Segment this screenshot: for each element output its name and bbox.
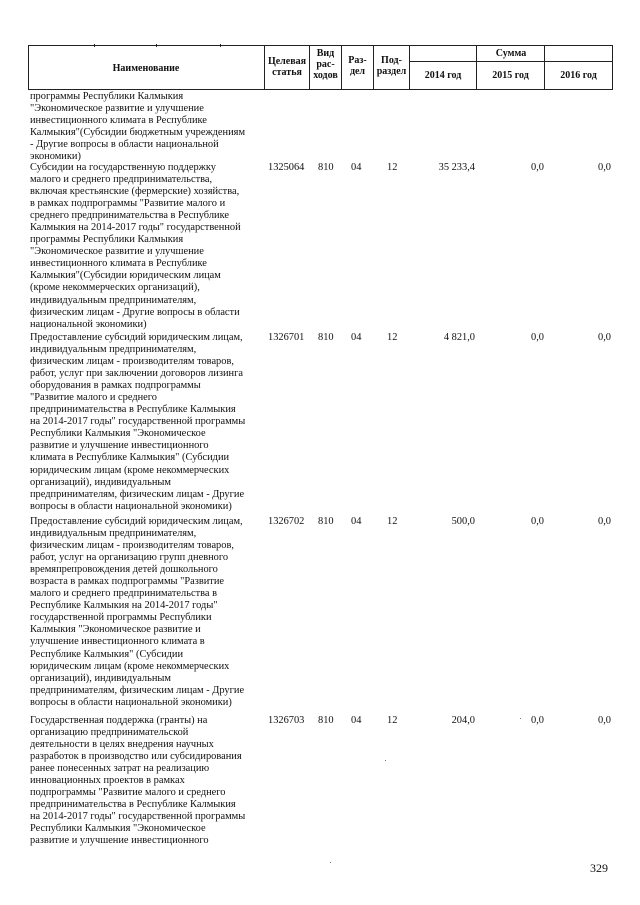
row-2014: 500,0	[451, 516, 475, 527]
header-2014: 2014 год	[424, 70, 462, 81]
row-podrazdel: 12	[387, 715, 398, 726]
row-podrazdel: 12	[387, 516, 398, 527]
row-2016: 0,0	[598, 715, 611, 726]
header-tick	[94, 44, 95, 47]
row-code: 1326703	[268, 715, 305, 726]
row-code: 1325064	[268, 162, 305, 173]
header-name: Наименование	[112, 63, 180, 74]
row-2014: 4 821,0	[443, 332, 475, 343]
row-2015: 0,0	[531, 516, 544, 527]
row-2014: 204,0	[451, 715, 475, 726]
header-code: Целевая статья	[267, 56, 307, 78]
row-razdel: 04	[351, 516, 362, 527]
row-2015: 0,0	[531, 332, 544, 343]
header-razdel: Раз-дел	[348, 55, 367, 77]
header-tick	[156, 44, 157, 47]
row-2015: 0,0	[531, 162, 544, 173]
row-vid: 810	[318, 516, 334, 527]
row-podrazdel: 12	[387, 332, 398, 343]
scan-speck	[385, 760, 386, 761]
row-razdel: 04	[351, 332, 362, 343]
row-vid: 810	[318, 715, 334, 726]
header-divider	[612, 46, 613, 89]
row-2016: 0,0	[598, 332, 611, 343]
header-2016: 2016 год	[560, 70, 597, 81]
row-name: Субсидии на государственную поддержку малого и среднего предпринимательства, включая крестьянские (фермерские) хозяйства, в рамках подпрограммы "Развитие малого и среднего предпринимательства в Республике Калмыкия на 2014-2017 годы" государственной программы Республики Калмыкия "Экономическое развитие и улучшение инвестиционного климата в Республике Калмыкия"(Субсидии юридическим лицам (кроме некоммерческих организаций), индивидуальным предпринимателям, физическим лицам - Другие вопросы в области национальной экономики)	[30, 162, 241, 330]
scan-speck	[330, 862, 331, 863]
row-name: программы Республики Калмыкия "Экономическое развитие и улучшение инвестиционного климата в Республике Калмыкия"(Субсидии бюджетным учреждениям - Другие вопросы в области национальной экономики)	[30, 91, 246, 163]
scan-speck	[520, 718, 521, 719]
header-2015: 2015 год	[492, 70, 529, 81]
row-vid: 810	[318, 162, 334, 173]
row-2016: 0,0	[598, 516, 611, 527]
row-code: 1326702	[268, 516, 305, 527]
row-2015: 0,0	[531, 715, 544, 726]
row-razdel: 04	[351, 162, 362, 173]
row-vid: 810	[318, 332, 334, 343]
row-name: Государственная поддержка (гранты) на организацию предпринимательской деятельности в целях внедрения научных разработок в производство или субсидирования ранее понесенных затрат на реализацию инновационных проектов в рамках подпрограммы "Развитие малого и среднего предпринимательства в Республике Калмыкия на 2014-2017 годы" государственной программы Республики Калмыкия "Экономическое развитие и улучшение инвестиционного	[30, 715, 246, 847]
row-podrazdel: 12	[387, 162, 398, 173]
row-code: 1326701	[268, 332, 305, 343]
row-razdel: 04	[351, 715, 362, 726]
table-header	[28, 45, 613, 90]
row-2016: 0,0	[598, 162, 611, 173]
row-name: Предоставление субсидий юридическим лицам, индивидуальным предпринимателям, физическим лицам - производителям товаров, работ, услуг при заключении договоров лизинга оборудования в рамках подпрограммы "Развитие малого и среднего предпринимательства в Республике Калмыкия на 2014-2017 годы" государственной программы Республики Калмыкия "Экономическое развитие и улучшение инвестиционного климата в Республике Калмыкия" (Субсидии юридическим лицам (кроме некоммерческих организаций), индивидуальным предпринимателям, физическим лицам - Другие вопросы в области национальной экономики)	[30, 332, 246, 512]
header-podrazdel: Под-раздел	[376, 55, 407, 77]
header-summa: Сумма	[495, 48, 527, 59]
header-tick	[220, 44, 221, 47]
row-name: Предоставление субсидий юридическим лицам, индивидуальным предпринимателям, физическим лицам - производителям товаров, работ, услуг на организацию групп дневного времяпрепровождения детей дошкольного возраста в рамках подпрограммы "Развитие малого и среднего предпринимательства в Республике Калмыкия на 2014-2017 годы" государственной программы Республики Калмыкия "Экономическое развитие и улучшение инвестиционного климата в Республике Калмыкия" (Субсидии юридическим лицам (кроме некоммерческих организаций), индивидуальным предпринимателям, физическим лицам - Другие вопросы в области национальной экономики)	[30, 516, 245, 708]
header-vid: Вид рас-ходов	[313, 48, 338, 81]
header-summa-divider	[409, 61, 613, 62]
row-2014: 35 233,4	[438, 162, 475, 173]
page-number: 329	[590, 861, 608, 875]
